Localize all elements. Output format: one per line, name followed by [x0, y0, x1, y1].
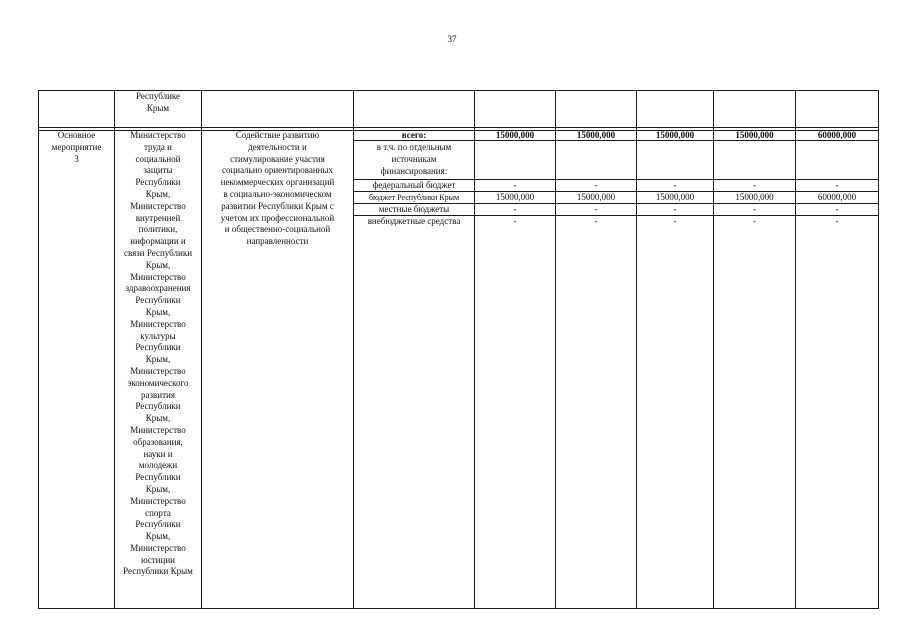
funding-offbudget-label: внебюджетные средства — [367, 216, 461, 226]
offbudget-value-3: - — [673, 216, 677, 226]
federal-value-4: - — [753, 180, 756, 190]
republic-value-5: 60000,000 — [817, 192, 857, 202]
total-value-3: 15000,000 — [655, 130, 695, 140]
col-border-0 — [38, 90, 39, 609]
federal-value-5: - — [835, 180, 839, 190]
federal-value-1: - — [513, 180, 517, 190]
header-row-bottom — [38, 127, 879, 128]
local-value-4: - — [753, 204, 756, 214]
funding-republic-label: бюджет Республики Крым — [368, 193, 460, 202]
total-value-4: 15000,000 — [735, 130, 774, 140]
local-value-3: - — [673, 204, 677, 214]
federal-value-2: - — [594, 180, 598, 190]
funding-total-label: всего: — [401, 130, 427, 140]
federal-value-3: - — [673, 180, 677, 190]
col-border-6 — [636, 90, 637, 609]
page-number: 37 — [447, 34, 457, 44]
col-border-9 — [878, 90, 879, 609]
local-value-1: - — [513, 204, 517, 214]
offbudget-value-1: - — [513, 216, 517, 226]
republic-value-1: 15000,000 — [495, 192, 535, 202]
col-border-8 — [795, 90, 796, 609]
col-border-4 — [474, 90, 475, 609]
funding-local-label: местные бюджеты — [378, 204, 450, 214]
offbudget-value-4: - — [753, 216, 756, 226]
republic-value-3: 15000,000 — [655, 192, 695, 202]
republic-value-4: 15000,000 — [735, 192, 774, 202]
republic-value-2: 15000,000 — [576, 192, 616, 202]
table-bottom-border — [38, 608, 879, 609]
executors-list: Министерство труда и социальной защиты Республики Крым, Министерство внутренней политики, информации и связи Республики Крым, Министерство здравоохранения Республики Крым, Министерство культуры Республики Крым, Министерство экономического развития Республики Крым, Министерство образования, науки и молодежи Республики Крым, Министерство спорта Республики Крым, Министерство юстиции Республики Крым — [123, 130, 193, 577]
offbudget-value-2: - — [594, 216, 598, 226]
col-border-7 — [713, 90, 714, 609]
total-value-1: 15000,000 — [495, 130, 535, 140]
local-value-5: - — [835, 204, 839, 214]
activity-description: Содействие развитию деятельности и стимулирование участия социально ориентированных некоммерческих организаций в социально-экономическом развитии Республики Крым с учетом их профессиональной и общественно-социальной направленности — [220, 130, 335, 247]
col-border-5 — [555, 90, 556, 609]
total-value-2: 15000,000 — [576, 130, 616, 140]
local-value-2: - — [594, 204, 598, 214]
activity-name: Основное мероприятие 3 — [51, 130, 102, 164]
executor-carryover-text: Республике Крым — [135, 91, 181, 113]
offbudget-value-5: - — [835, 216, 839, 226]
funding-incl-label: в т.ч. по отдельным источникам финансирования: — [376, 142, 452, 176]
funding-federal-label: федеральный бюджет — [372, 180, 456, 190]
total-value-5: 60000,000 — [817, 130, 857, 140]
